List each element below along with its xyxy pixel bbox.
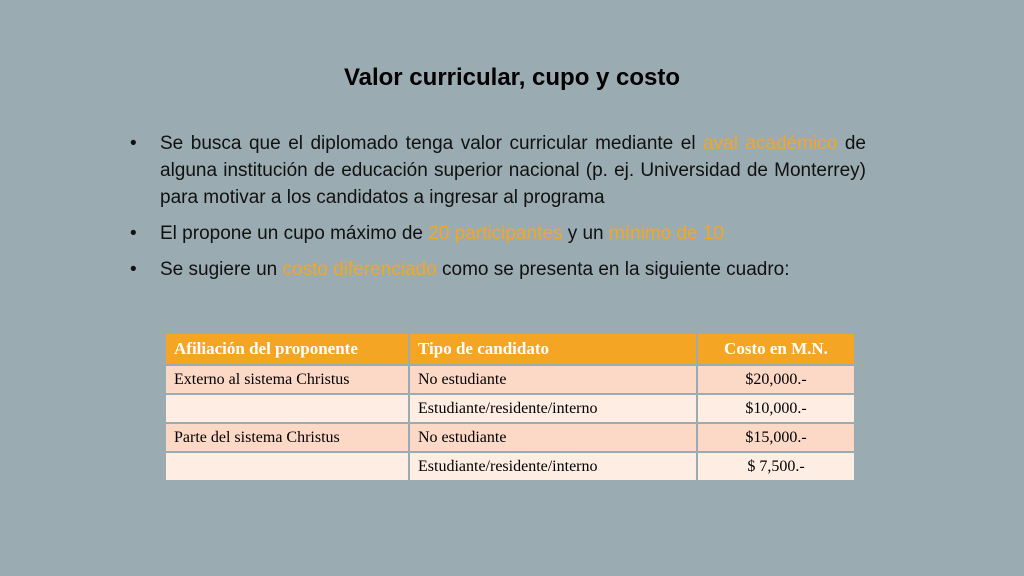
table-cell: Externo al sistema Christus xyxy=(165,365,409,394)
bullet-item xyxy=(130,220,866,247)
bullet-item xyxy=(130,256,866,283)
bullet-text: Se busca que el diplomado tenga valor curricular mediante el xyxy=(160,133,704,154)
table-cell xyxy=(165,394,409,423)
bullet-highlight: costo diferenciado xyxy=(282,259,437,280)
table-row xyxy=(165,452,855,481)
table-cell: No estudiante xyxy=(409,423,697,452)
slide-title: Valor curricular, cupo y costo xyxy=(343,64,681,91)
bullet-text: El propone un cupo máximo de xyxy=(160,223,429,244)
cost-table xyxy=(164,332,856,482)
table-row xyxy=(165,423,855,452)
table-cell: Estudiante/residente/interno xyxy=(409,452,697,481)
table-cell: $15,000.- xyxy=(697,423,855,452)
table-cell: $10,000.- xyxy=(697,394,855,423)
bullet-highlight: 20 participantes xyxy=(428,223,563,244)
table-cell: $ 7,500.- xyxy=(697,452,855,481)
bullet-text: como se presenta en la siguiente cuadro: xyxy=(436,259,790,280)
bullet-text: y un xyxy=(562,223,609,244)
bullet-dot: • xyxy=(130,223,137,244)
bullet-dot: • xyxy=(130,259,137,280)
bullet-highlight: aval académico xyxy=(703,133,838,154)
table-header-row xyxy=(165,333,855,365)
bullet-text: Se sugiere un xyxy=(160,259,283,280)
table-row xyxy=(165,365,855,394)
bullet-dot: • xyxy=(130,133,137,154)
column-header-cost: Costo en M.N. xyxy=(697,333,855,365)
table-cell: $20,000.- xyxy=(697,365,855,394)
bullet-highlight: mínimo de 10 xyxy=(608,223,725,244)
bullet-item xyxy=(130,130,866,211)
column-header-candidate-type: Tipo de candidato xyxy=(409,333,697,365)
table-cell: Estudiante/residente/interno xyxy=(409,394,697,423)
table-row xyxy=(165,394,855,423)
bullet-text: de alguna institución de educación superior nacional (p. ej. Universidad de Monterrey) para motivar a los candidatos a ingresar al programa xyxy=(160,133,866,208)
table-cell xyxy=(165,452,409,481)
column-header-affiliation: Afiliación del proponente xyxy=(165,333,409,365)
table-cell: No estudiante xyxy=(409,365,697,394)
table-cell: Parte del sistema Christus xyxy=(165,423,409,452)
bullet-list xyxy=(130,130,866,292)
